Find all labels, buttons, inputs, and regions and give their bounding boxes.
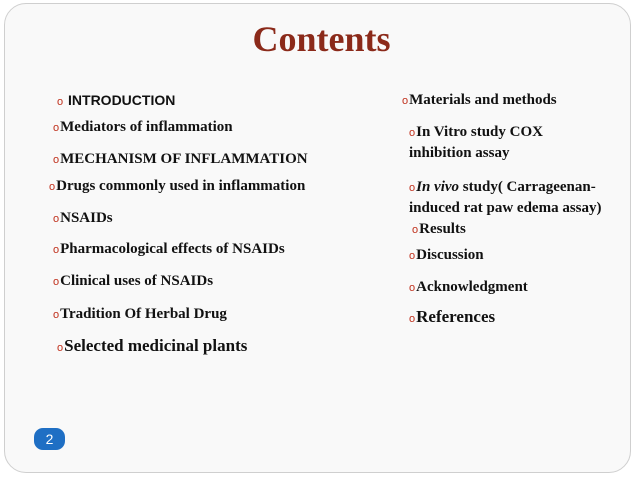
bullet-icon: o (409, 282, 416, 294)
bullet-icon: o (49, 181, 56, 193)
bullet-icon: o (57, 96, 64, 108)
contents-item-discussion: oDiscussion (409, 247, 484, 263)
contents-item-pharmacological: oPharmacological effects of NSAIDs (53, 241, 285, 257)
contents-item-references: oReferences (409, 307, 496, 326)
bullet-icon: o (57, 342, 64, 354)
contents-item-invivo: oIn vivo study( Carrageenan- induced rat paw edema assay) (409, 179, 602, 216)
bullet-icon: o (53, 244, 60, 256)
contents-item-clinical: oClinical uses of NSAIDs (53, 273, 214, 289)
bullet-icon: o (53, 213, 60, 225)
bullet-icon: o (402, 95, 409, 107)
bullet-icon: o (409, 127, 416, 139)
contents-item-results: oResults (412, 221, 466, 237)
bullet-icon: o (53, 154, 60, 166)
bullet-icon: o (412, 224, 419, 236)
page-number-badge: 2 (34, 428, 65, 450)
contents-item-introduction: o INTRODUCTION (57, 92, 176, 108)
contents-item-materials: oMaterials and methods (402, 92, 557, 108)
bullet-icon: o (409, 313, 416, 325)
contents-item-tradition: oTradition Of Herbal Drug (53, 306, 227, 322)
contents-item-invitro: oIn Vitro study COX inhibition assay (409, 124, 543, 161)
bullet-icon: o (53, 276, 60, 288)
contents-item-nsaids: oNSAIDs (53, 210, 113, 226)
contents-item-mechanism: oMECHANISM OF INFLAMMATION (53, 151, 308, 167)
slide-title: Contents (252, 19, 391, 59)
contents-item-mediators: oMediators of inflammation (53, 119, 233, 135)
slide (4, 3, 631, 473)
bullet-icon: o (409, 182, 416, 194)
contents-item-acknowledgment: oAcknowledgment (409, 279, 528, 295)
contents-item-drugs: oDrugs commonly used in inflammation (49, 178, 306, 194)
bullet-icon: o (53, 122, 60, 134)
contents-item-medicinal-plants: oSelected medicinal plants (57, 336, 248, 355)
bullet-icon: o (53, 309, 60, 321)
bullet-icon: o (409, 250, 416, 262)
